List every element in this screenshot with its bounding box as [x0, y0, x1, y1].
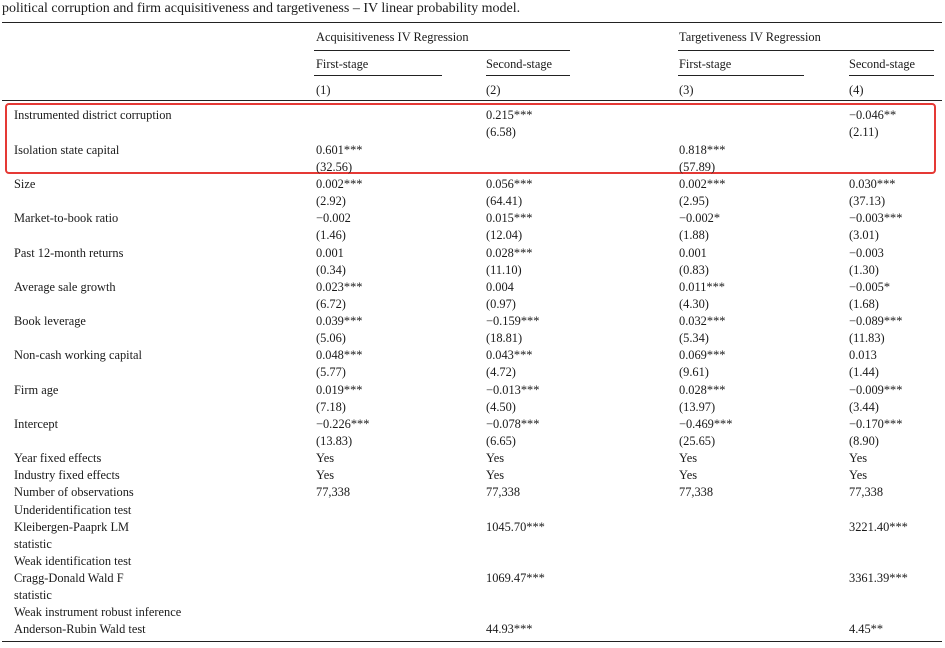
row-label: Past 12-month returns	[14, 246, 124, 260]
tstat-cell: (6.72)	[316, 297, 346, 311]
tstat-cell: (8.90)	[849, 434, 879, 448]
value-cell: 77,338	[316, 485, 351, 499]
tstat-cell: (1.88)	[679, 228, 709, 242]
coefficient-cell: −0.009***	[849, 383, 903, 397]
stage-header: First-stage	[316, 57, 369, 71]
row-label: Year fixed effects	[14, 451, 102, 465]
coefficient-cell: 0.048***	[316, 348, 363, 362]
test-label: statistic	[14, 588, 52, 602]
tstat-cell: (32.56)	[316, 160, 353, 174]
column-number: (2)	[486, 83, 501, 97]
coefficient-cell: 0.818***	[679, 143, 726, 157]
row-label: Instrumented district corruption	[14, 108, 172, 122]
coefficient-cell: 0.019***	[316, 383, 363, 397]
coefficient-cell: 0.043***	[486, 348, 533, 362]
row-label: Intercept	[14, 417, 59, 431]
table-caption: political corruption and firm acquisitiveness and targetiveness – IV linear probability model.	[2, 1, 521, 16]
tstat-cell: (6.58)	[486, 125, 516, 139]
tstat-cell: (0.83)	[679, 263, 709, 277]
row-label: Isolation state capital	[14, 143, 120, 157]
header-bottom-rule	[2, 100, 942, 101]
tstat-cell: (11.83)	[849, 331, 885, 345]
tstat-cell: (9.61)	[679, 365, 709, 379]
coefficient-cell: −0.089***	[849, 314, 903, 328]
value-cell: Yes	[486, 451, 505, 465]
test-label: Weak identification test	[14, 554, 132, 568]
value-cell: Yes	[486, 468, 505, 482]
test-label: Underidentification test	[14, 503, 132, 517]
test-label: Weak instrument robust inference	[14, 605, 182, 619]
coefficient-cell: −0.170***	[849, 417, 903, 431]
table-bottom-rule	[2, 641, 942, 642]
coefficient-cell: 0.028***	[486, 246, 533, 260]
row-label: Firm age	[14, 383, 59, 397]
stage-rule-2	[486, 75, 570, 76]
coefficient-cell: 0.069***	[679, 348, 726, 362]
coefficient-cell: −0.002	[316, 211, 351, 225]
tstat-cell: (2.95)	[679, 194, 709, 208]
row-label: Book leverage	[14, 314, 86, 328]
stage-header: Second-stage	[486, 57, 553, 71]
tstat-cell: (11.10)	[486, 263, 522, 277]
row-label: Number of observations	[14, 485, 134, 499]
group-header-targetiveness: Targetiveness IV Regression	[679, 30, 821, 44]
stage-rule-3	[678, 75, 804, 76]
test-statistic-cell: 3221.40***	[849, 520, 908, 534]
row-label: Size	[14, 177, 36, 191]
group-rule-acq	[314, 50, 570, 51]
column-number: (4)	[849, 83, 864, 97]
tstat-cell: (13.83)	[316, 434, 353, 448]
tstat-cell: (57.89)	[679, 160, 716, 174]
coefficient-cell: 0.039***	[316, 314, 363, 328]
value-cell: Yes	[316, 451, 335, 465]
coefficient-cell: −0.226***	[316, 417, 370, 431]
test-statistic-cell: 1045.70***	[486, 520, 545, 534]
column-number: (3)	[679, 83, 694, 97]
coefficient-cell: −0.003	[849, 246, 884, 260]
tstat-cell: (2.11)	[849, 125, 879, 139]
coefficient-cell: 0.601***	[316, 143, 363, 157]
tstat-cell: (0.34)	[316, 263, 346, 277]
coefficient-cell: 0.056***	[486, 177, 533, 191]
tstat-cell: (4.30)	[679, 297, 709, 311]
tstat-cell: (1.30)	[849, 263, 879, 277]
stage-header: Second-stage	[849, 57, 916, 71]
tstat-cell: (12.04)	[486, 228, 523, 242]
stage-header: First-stage	[679, 57, 732, 71]
tstat-cell: (1.44)	[849, 365, 879, 379]
tstat-cell: (37.13)	[849, 194, 886, 208]
row-label: Average sale growth	[14, 280, 116, 294]
value-cell: Yes	[679, 468, 698, 482]
coefficient-cell: 0.028***	[679, 383, 726, 397]
group-rule-tgt	[678, 50, 934, 51]
test-label: Anderson-Rubin Wald test	[14, 622, 146, 636]
stage-rule-4	[849, 75, 934, 76]
tstat-cell: (3.01)	[849, 228, 879, 242]
coefficient-cell: 0.215***	[486, 108, 533, 122]
coefficient-cell: 0.015***	[486, 211, 533, 225]
value-cell: Yes	[316, 468, 335, 482]
coefficient-cell: 0.002***	[316, 177, 363, 191]
tstat-cell: (13.97)	[679, 400, 716, 414]
column-number: (1)	[316, 83, 331, 97]
group-header-acquisitiveness: Acquisitiveness IV Regression	[316, 30, 469, 44]
tstat-cell: (1.68)	[849, 297, 879, 311]
test-statistic-cell: 44.93***	[486, 622, 533, 636]
coefficient-cell: −0.469***	[679, 417, 733, 431]
top-rule	[2, 22, 942, 23]
value-cell: Yes	[849, 451, 868, 465]
coefficient-cell: −0.003***	[849, 211, 903, 225]
coefficient-cell: −0.013***	[486, 383, 540, 397]
row-label: Market-to-book ratio	[14, 211, 119, 225]
coefficient-cell: 0.004	[486, 280, 514, 294]
coefficient-cell: −0.002*	[679, 211, 721, 225]
value-cell: 77,338	[679, 485, 714, 499]
row-label: Non-cash working capital	[14, 348, 142, 362]
tstat-cell: (25.65)	[679, 434, 716, 448]
coefficient-cell: 0.001	[316, 246, 344, 260]
coefficient-cell: 0.032***	[679, 314, 726, 328]
tstat-cell: (1.46)	[316, 228, 346, 242]
tstat-cell: (7.18)	[316, 400, 346, 414]
tstat-cell: (3.44)	[849, 400, 879, 414]
coefficient-cell: −0.005*	[849, 280, 891, 294]
tstat-cell: (2.92)	[316, 194, 346, 208]
coefficient-cell: 0.013	[849, 348, 877, 362]
test-statistic-cell: 4.45**	[849, 622, 884, 636]
tstat-cell: (5.06)	[316, 331, 346, 345]
coefficient-cell: −0.078***	[486, 417, 540, 431]
test-statistic-cell: 1069.47***	[486, 571, 545, 585]
coefficient-cell: 0.023***	[316, 280, 363, 294]
test-statistic-cell: 3361.39***	[849, 571, 908, 585]
value-cell: 77,338	[849, 485, 884, 499]
value-cell: 77,338	[486, 485, 521, 499]
coefficient-cell: −0.159***	[486, 314, 540, 328]
tstat-cell: (6.65)	[486, 434, 516, 448]
tstat-cell: (64.41)	[486, 194, 523, 208]
tstat-cell: (4.50)	[486, 400, 516, 414]
test-label: statistic	[14, 537, 52, 551]
value-cell: Yes	[849, 468, 868, 482]
tstat-cell: (4.72)	[486, 365, 516, 379]
tstat-cell: (5.34)	[679, 331, 709, 345]
tstat-cell: (0.97)	[486, 297, 516, 311]
coefficient-cell: 0.030***	[849, 177, 896, 191]
stage-rule-1	[314, 75, 442, 76]
value-cell: Yes	[679, 451, 698, 465]
coefficient-cell: −0.046**	[849, 108, 897, 122]
coefficient-cell: 0.001	[679, 246, 707, 260]
test-label: Kleibergen-Paaprk LM	[14, 520, 130, 534]
tstat-cell: (18.81)	[486, 331, 523, 345]
coefficient-cell: 0.002***	[679, 177, 726, 191]
tstat-cell: (5.77)	[316, 365, 346, 379]
coefficient-cell: 0.011***	[679, 280, 726, 294]
row-label: Industry fixed effects	[14, 468, 120, 482]
test-label: Cragg-Donald Wald F	[14, 571, 124, 585]
